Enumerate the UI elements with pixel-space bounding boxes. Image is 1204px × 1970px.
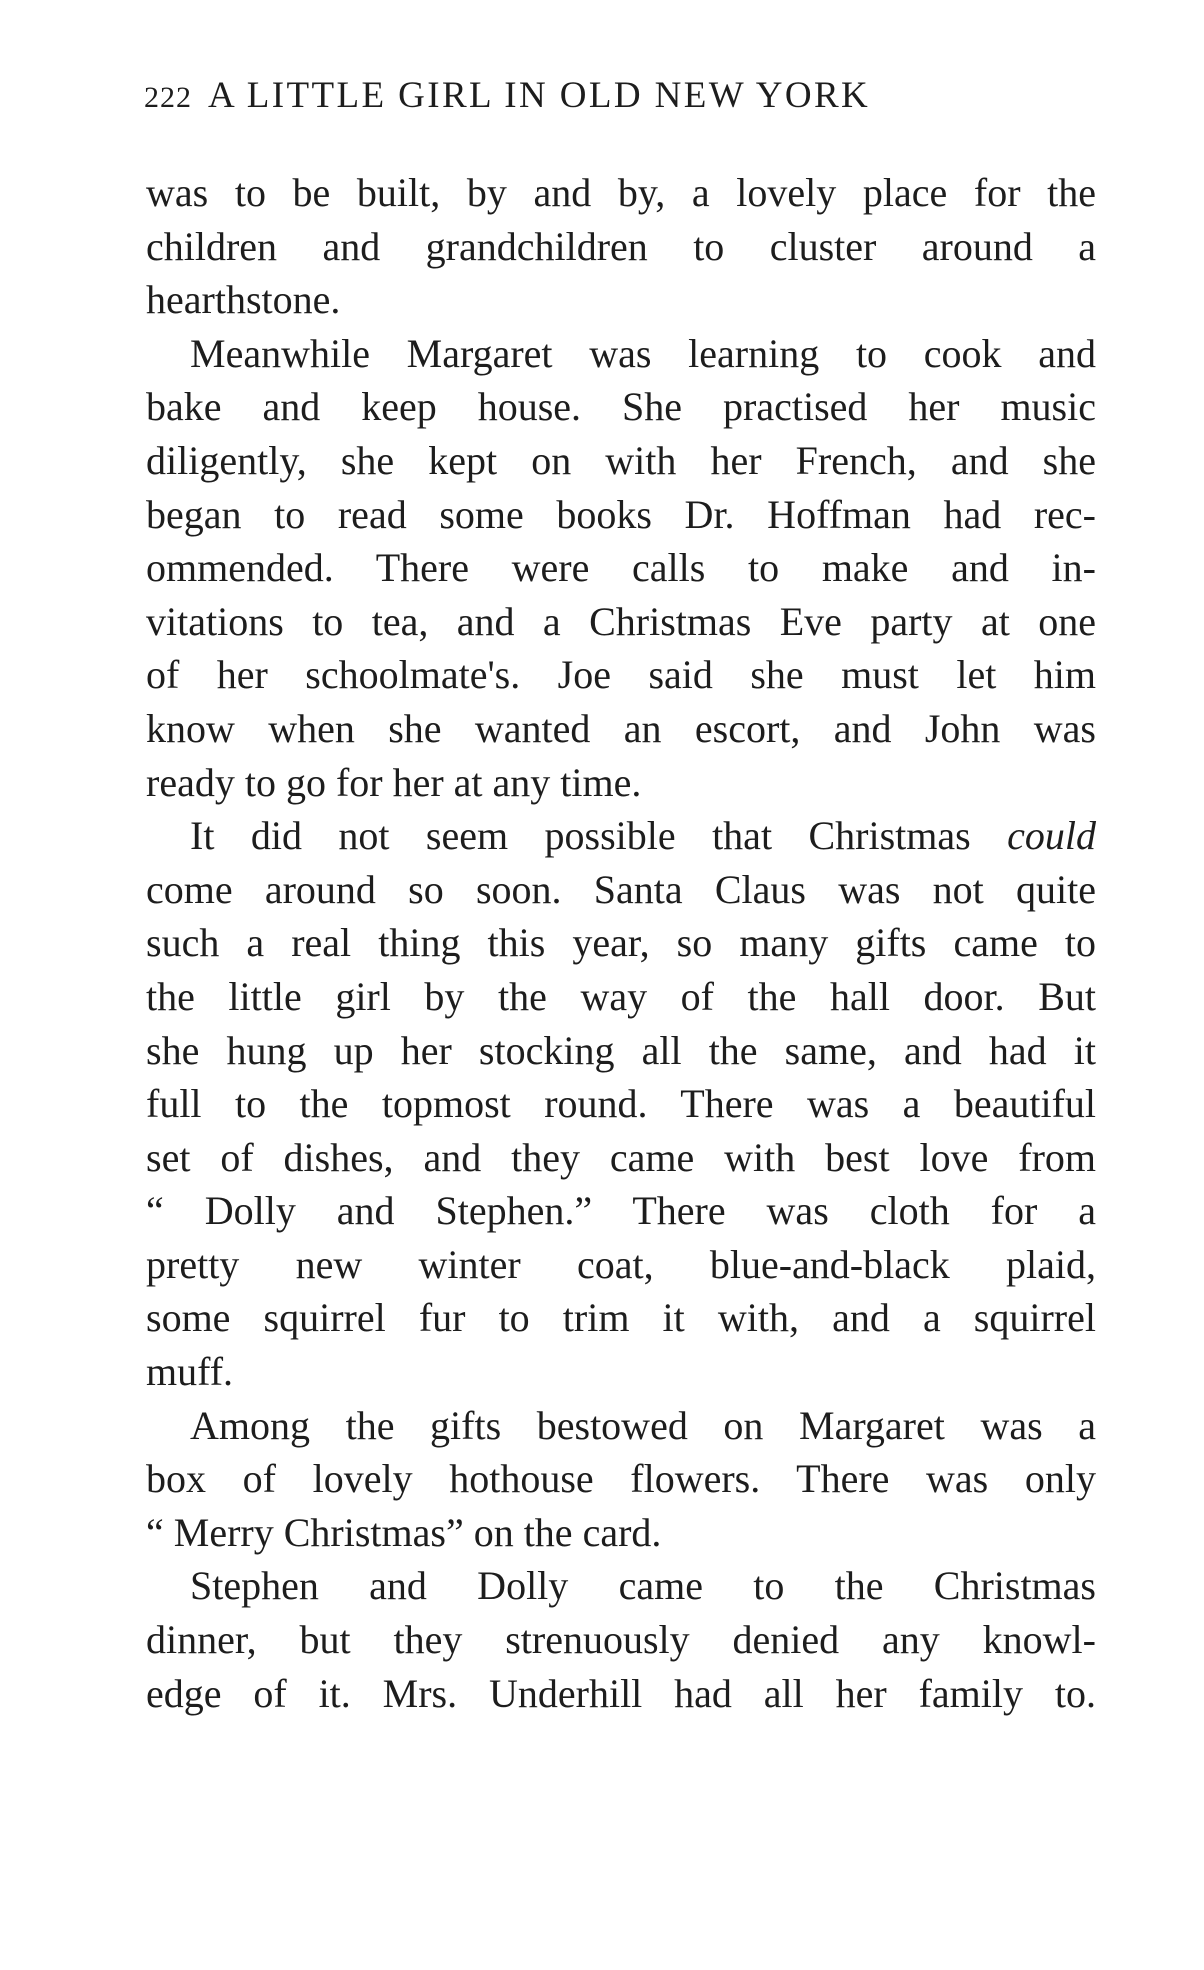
text-line: “ Dolly and Stephen.” There was cloth for a <box>146 1188 1096 1234</box>
text-line: hearthstone. <box>146 277 341 323</box>
text-line: muff. <box>146 1349 234 1395</box>
italic-word: could <box>1007 813 1096 859</box>
text-line: Stephen and Dolly came to the Christmas <box>190 1563 1096 1609</box>
paragraph <box>146 809 1096 1399</box>
running-title: A LITTLE GIRL IN OLD NEW YORK <box>208 75 871 116</box>
paragraph <box>146 1559 1096 1720</box>
body-text <box>146 166 1096 1720</box>
text-line: was to be built, by and by, a lovely place for the <box>146 170 1096 215</box>
text-line: dinner, but they strenuously denied any knowl- <box>146 1617 1096 1663</box>
text-line: diligently, she kept on with her French, and she <box>146 437 1096 483</box>
text-line: the little girl by the way of the hall door. But <box>146 973 1096 1019</box>
text-line: some squirrel fur to trim it with, and a squirrel <box>146 1295 1096 1341</box>
text-line: she hung up her stocking all the same, and had it <box>146 1027 1096 1073</box>
text-line: bake and keep house. She practised her music <box>146 384 1096 430</box>
text-line: edge of it. Mrs. Underhill had all her family to. <box>146 1670 1096 1716</box>
text-line: full to the topmost round. There was a beautiful <box>146 1081 1096 1127</box>
text-line: come around so soon. Santa Claus was not quite <box>146 866 1096 912</box>
text-line: box of lovely hothouse flowers. There was only <box>146 1456 1096 1502</box>
text-line: “ Merry Christmas” on the card. <box>146 1509 662 1555</box>
text-line: of her schoolmate's. Joe said she must let him <box>146 652 1096 698</box>
text-line: set of dishes, and they came with best love from <box>146 1134 1096 1180</box>
text-line: know when she wanted an escort, and John was <box>146 705 1096 751</box>
paragraph <box>146 166 1096 327</box>
text-line: vitations to tea, and a Christmas Eve party at one <box>146 598 1096 644</box>
running-header <box>144 74 1044 124</box>
text-run: It did not seem possible that Christmas <box>190 813 1008 859</box>
text-line: ready to go for her at any time. <box>146 759 642 805</box>
text-line: began to read some books Dr. Hoffman had rec- <box>146 491 1096 537</box>
text-line: Among the gifts bestowed on Margaret was a <box>190 1402 1096 1448</box>
paragraph <box>146 1399 1096 1560</box>
text-line: ommended. There were calls to make and in- <box>146 545 1096 591</box>
text-line: pretty new winter coat, blue-and-black plaid, <box>146 1241 1096 1287</box>
text-line: Meanwhile Margaret was learning to cook and <box>190 330 1096 376</box>
page-number: 222 <box>144 81 192 114</box>
text-line: children and grandchildren to cluster around a <box>146 223 1096 269</box>
paragraph <box>146 327 1096 809</box>
text-line <box>146 809 1096 863</box>
text-line: such a real thing this year, so many gifts came to <box>146 920 1096 966</box>
